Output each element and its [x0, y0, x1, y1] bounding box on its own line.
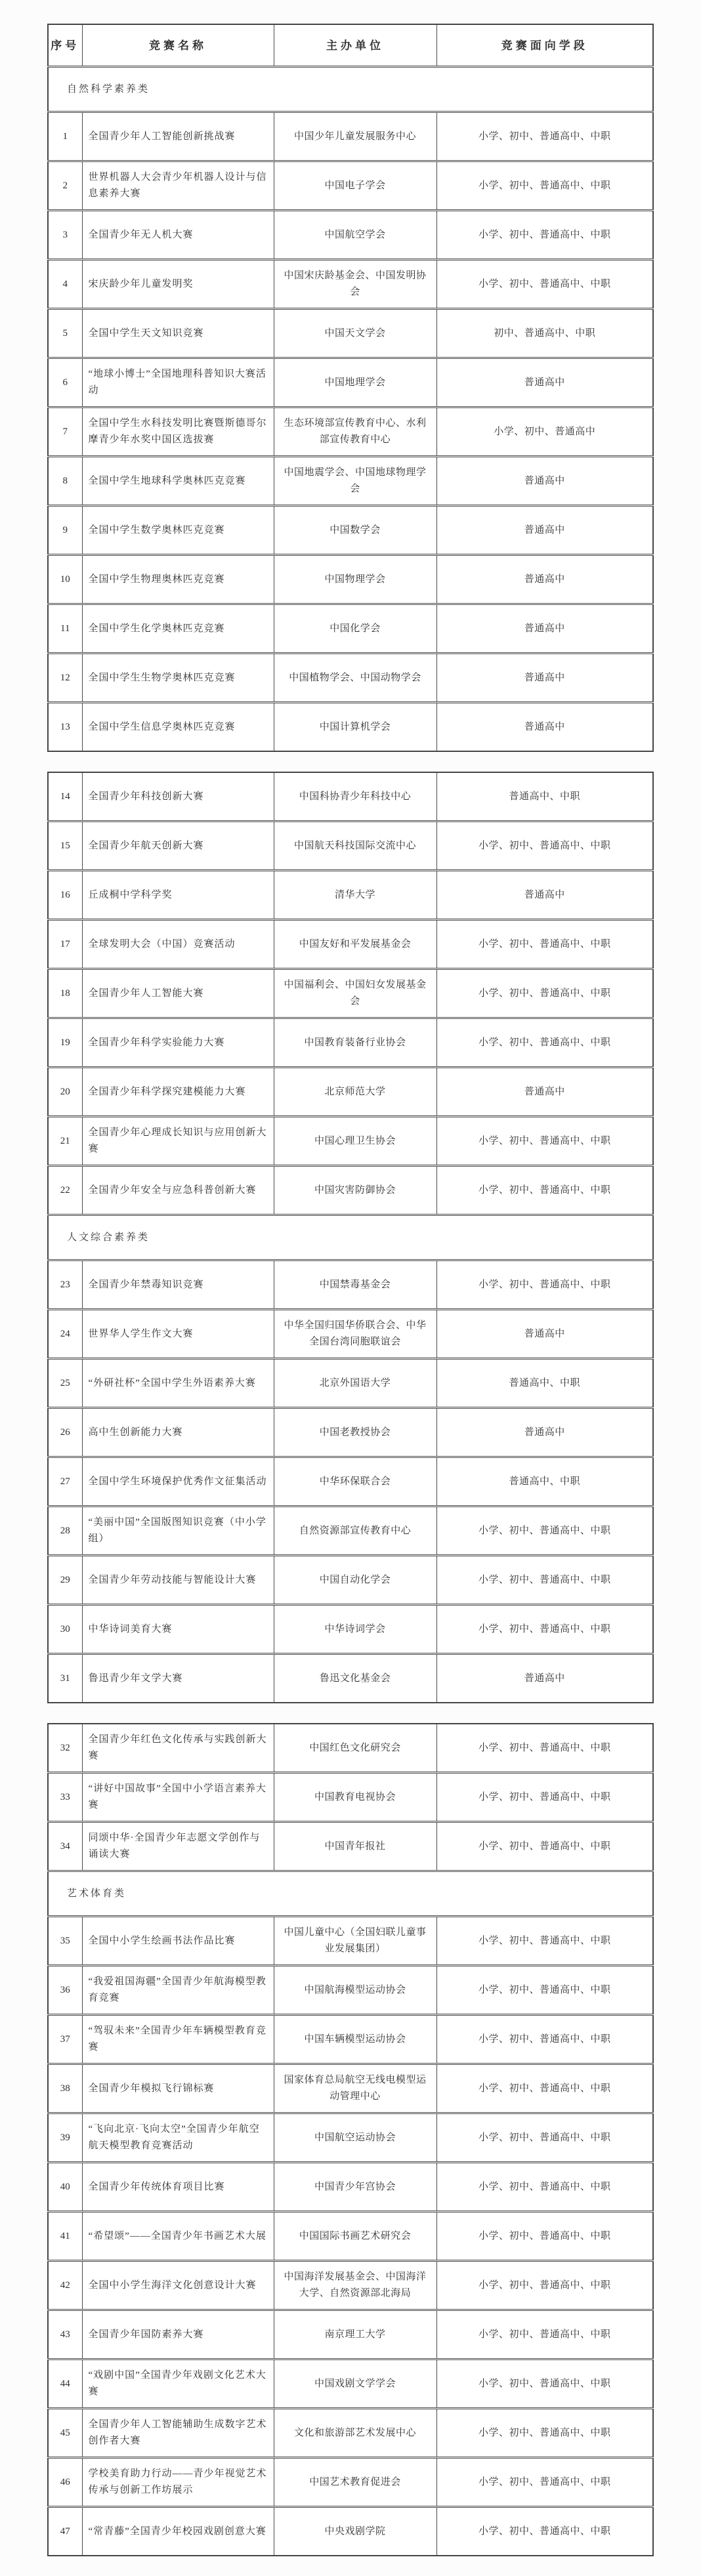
- target-stage: 小学、初中、普通高中、中职: [436, 2163, 653, 2212]
- header-cell-competition-name: 竞赛名称: [82, 24, 274, 67]
- table-row: [48, 1018, 653, 1068]
- organizer: 文化和旅游部艺术发展中心: [274, 2409, 436, 2458]
- organizer: 中华诗词学会: [274, 1605, 436, 1654]
- competition-name: 全国青少年劳动技能与智能设计大赛: [82, 1556, 274, 1605]
- row-number: 38: [48, 2064, 82, 2113]
- row-number: 18: [48, 969, 82, 1018]
- target-stage: 小学、初中、普通高中、中职: [436, 2507, 653, 2556]
- competition-name: 全国中小学生绘画书法作品比赛: [82, 1917, 274, 1966]
- table-row: [48, 1822, 653, 1871]
- table-row: [48, 969, 653, 1018]
- competition-name: 全国青少年人工智能辅助生成数字艺术创作者大赛: [82, 2409, 274, 2458]
- organizer: 中国海洋发展基金会、中国海洋大学、自然资源部北海局: [274, 2261, 436, 2310]
- target-stage: 普通高中、中职: [436, 1457, 653, 1506]
- organizer: 中国地理学会: [274, 358, 436, 407]
- target-stage: 小学、初中、普通高中、中职: [436, 1166, 653, 1215]
- organizer: 中国航天科技国际交流中心: [274, 821, 436, 871]
- organizer: 国家体育总局航空无线电模型运动管理中心: [274, 2064, 436, 2113]
- target-stage: 小学、初中、普通高中、中职: [436, 920, 653, 969]
- target-stage: 小学、初中、普通高中、中职: [436, 1917, 653, 1966]
- category-section-row: [48, 1871, 653, 1917]
- table-row: [48, 1605, 653, 1654]
- organizer: 中国老教授协会: [274, 1408, 436, 1457]
- table-row: [48, 604, 653, 654]
- competition-name: 全国青少年科技创新大赛: [82, 772, 274, 821]
- row-number: 42: [48, 2261, 82, 2310]
- organizer: 北京师范大学: [274, 1068, 436, 1117]
- competition-name: 全国中学生化学奥林匹克竞赛: [82, 604, 274, 654]
- row-number: 30: [48, 1605, 82, 1654]
- competition-name: 全国青少年人工智能大赛: [82, 969, 274, 1018]
- target-stage: 普通高中: [436, 703, 653, 752]
- row-number: 15: [48, 821, 82, 871]
- organizer: 中华全国归国华侨联合会、中华全国台湾同胞联谊会: [274, 1310, 436, 1359]
- table-row: [48, 1556, 653, 1605]
- target-stage: 普通高中: [436, 358, 653, 407]
- target-stage: 小学、初中、普通高中、中职: [436, 2064, 653, 2113]
- organizer: 清华大学: [274, 871, 436, 920]
- organizer: 中国宋庆龄基金会、中国发明协会: [274, 260, 436, 309]
- target-stage: 小学、初中、普通高中、中职: [436, 2212, 653, 2261]
- row-number: 3: [48, 211, 82, 260]
- row-number: 31: [48, 1654, 82, 1703]
- row-number: 12: [48, 654, 82, 703]
- organizer: 中国化学会: [274, 604, 436, 654]
- competition-name: “美丽中国”全国版图知识竞赛（中小学组）: [82, 1506, 274, 1556]
- competition-name: 全国青少年国防素养大赛: [82, 2310, 274, 2359]
- target-stage: 小学、初中、普通高中、中职: [436, 2310, 653, 2359]
- competition-name: 全国青少年心理成长知识与应用创新大赛: [82, 1117, 274, 1166]
- row-number: 20: [48, 1068, 82, 1117]
- organizer: 中国计算机学会: [274, 703, 436, 752]
- row-number: 8: [48, 457, 82, 506]
- competition-name: “飞向北京·飞向太空”全国青少年航空航天模型教育竞赛活动: [82, 2113, 274, 2163]
- target-stage: 普通高中: [436, 1310, 653, 1359]
- competition-name: 全国中学生地球科学奥林匹克竞赛: [82, 457, 274, 506]
- organizer: 中国戏剧文学学会: [274, 2359, 436, 2409]
- row-number: 41: [48, 2212, 82, 2261]
- organizer: 鲁迅文化基金会: [274, 1654, 436, 1703]
- table-blocks-container: [47, 24, 654, 2556]
- competition-name: “驾驭未来”全国青少年车辆模型教育竞赛: [82, 2015, 274, 2064]
- row-number: 26: [48, 1408, 82, 1457]
- target-stage: 小学、初中、普通高中、中职: [436, 2113, 653, 2163]
- organizer: 北京外国语大学: [274, 1359, 436, 1408]
- table-row: [48, 2015, 653, 2064]
- row-number: 35: [48, 1917, 82, 1966]
- target-stage: 普通高中、中职: [436, 772, 653, 821]
- table-row: [48, 821, 653, 871]
- organizer: 中国教育电视协会: [274, 1773, 436, 1822]
- table-row: [48, 2212, 653, 2261]
- target-stage: 普通高中、中职: [436, 1359, 653, 1408]
- header-cell-target-stage: 竞赛面向学段: [436, 24, 653, 67]
- competition-name: 高中生创新能力大赛: [82, 1408, 274, 1457]
- competition-name: “希望颂”——全国青少年书画艺术大展: [82, 2212, 274, 2261]
- organizer: 中国航空学会: [274, 211, 436, 260]
- target-stage: 小学、初中、普通高中、中职: [436, 969, 653, 1018]
- organizer: 中国儿童中心（全国妇联儿童事业发展集团）: [274, 1917, 436, 1966]
- organizer: 中国红色文化研究会: [274, 1724, 436, 1773]
- competition-name: 全国中学生信息学奥林匹克竞赛: [82, 703, 274, 752]
- table-row: [48, 506, 653, 555]
- row-number: 39: [48, 2113, 82, 2163]
- target-stage: 普通高中: [436, 457, 653, 506]
- organizer: 中国国际书画艺术研究会: [274, 2212, 436, 2261]
- target-stage: 小学、初中、普通高中、中职: [436, 821, 653, 871]
- header-cell-index: 序号: [48, 24, 82, 67]
- row-number: 14: [48, 772, 82, 821]
- table-row: [48, 1724, 653, 1773]
- target-stage: 小学、初中、普通高中、中职: [436, 1556, 653, 1605]
- organizer: 中央戏剧学院: [274, 2507, 436, 2556]
- table-row: [48, 2261, 653, 2310]
- target-stage: 小学、初中、普通高中、中职: [436, 1117, 653, 1166]
- competition-name: 全国青少年传统体育项目比赛: [82, 2163, 274, 2212]
- target-stage: 普通高中: [436, 1408, 653, 1457]
- organizer: 中国植物学会、中国动物学会: [274, 654, 436, 703]
- competition-name: 全国青少年航天创新大赛: [82, 821, 274, 871]
- target-stage: 普通高中: [436, 871, 653, 920]
- competition-name: 同颂中华·全国青少年志愿文学创作与诵读大赛: [82, 1822, 274, 1871]
- row-number: 11: [48, 604, 82, 654]
- row-number: 37: [48, 2015, 82, 2064]
- competition-name: 全国中学生水科技发明比赛暨斯德哥尔摩青少年水奖中国区选拔赛: [82, 407, 274, 457]
- row-number: 24: [48, 1310, 82, 1359]
- competition-name: 全国中学生环境保护优秀作文征集活动: [82, 1457, 274, 1506]
- table-row: [48, 457, 653, 506]
- organizer: 中国青少年宫协会: [274, 2163, 436, 2212]
- organizer: 中国艺术教育促进会: [274, 2458, 436, 2507]
- target-stage: 小学、初中、普通高中: [436, 407, 653, 457]
- target-stage: 小学、初中、普通高中、中职: [436, 2409, 653, 2458]
- row-number: 10: [48, 555, 82, 604]
- row-number: 34: [48, 1822, 82, 1871]
- row-number: 16: [48, 871, 82, 920]
- table-row: [48, 260, 653, 309]
- table-row: [48, 920, 653, 969]
- organizer: 中国友好和平发展基金会: [274, 920, 436, 969]
- header-cell-organizer: 主办单位: [274, 24, 436, 67]
- competition-name: “地球小博士”全国地理科普知识大赛活动: [82, 358, 274, 407]
- competition-table-block: [47, 1723, 654, 2556]
- target-stage: 初中、普通高中、中职: [436, 309, 653, 358]
- table-row: [48, 407, 653, 457]
- row-number: 6: [48, 358, 82, 407]
- table-row: [48, 2163, 653, 2212]
- row-number: 22: [48, 1166, 82, 1215]
- target-stage: 普通高中: [436, 654, 653, 703]
- target-stage: 小学、初中、普通高中、中职: [436, 1018, 653, 1068]
- competition-name: 鲁迅青少年文学大赛: [82, 1654, 274, 1703]
- table-row: [48, 309, 653, 358]
- table-row: [48, 2064, 653, 2113]
- table-row: [48, 2359, 653, 2409]
- competition-name: “常青藤”全国青少年校园戏剧创意大赛: [82, 2507, 274, 2556]
- target-stage: 小学、初中、普通高中、中职: [436, 1822, 653, 1871]
- competition-name: 全国中小学生海洋文化创意设计大赛: [82, 2261, 274, 2310]
- competition-name: 中华诗词美育大赛: [82, 1605, 274, 1654]
- competition-name: 全国中学生天文知识竞赛: [82, 309, 274, 358]
- organizer: 中国福利会、中国妇女发展基金会: [274, 969, 436, 1018]
- row-number: 28: [48, 1506, 82, 1556]
- competition-name: 全球发明大会（中国）竞赛活动: [82, 920, 274, 969]
- table-row: [48, 1166, 653, 1215]
- organizer: 南京理工大学: [274, 2310, 436, 2359]
- table-row: [48, 2507, 653, 2556]
- category-section-label: 自然科学素养类: [48, 67, 653, 112]
- row-number: 5: [48, 309, 82, 358]
- organizer: 自然资源部宣传教育中心: [274, 1506, 436, 1556]
- row-number: 27: [48, 1457, 82, 1506]
- table-row: [48, 1117, 653, 1166]
- row-number: 7: [48, 407, 82, 457]
- competition-name: 丘成桐中学科学奖: [82, 871, 274, 920]
- row-number: 17: [48, 920, 82, 969]
- organizer: 中国车辆模型运动协会: [274, 2015, 436, 2064]
- row-number: 40: [48, 2163, 82, 2212]
- table-row: [48, 1654, 653, 1703]
- table-row: [48, 1966, 653, 2015]
- organizer: 中国天文学会: [274, 309, 436, 358]
- competition-name: “我爱祖国海疆”全国青少年航海模型教育竞赛: [82, 1966, 274, 2015]
- category-section-label: 艺术体育类: [48, 1871, 653, 1917]
- target-stage: 小学、初中、普通高中、中职: [436, 2015, 653, 2064]
- competition-name: “外研社杯”全国中学生外语素养大赛: [82, 1359, 274, 1408]
- table-header-row: [48, 24, 653, 67]
- table-row: [48, 1260, 653, 1310]
- row-number: 4: [48, 260, 82, 309]
- table-row: [48, 1310, 653, 1359]
- target-stage: 普通高中: [436, 506, 653, 555]
- organizer: 中国禁毒基金会: [274, 1260, 436, 1310]
- competition-name: 世界机器人大会青少年机器人设计与信息素养大赛: [82, 161, 274, 211]
- competition-name: 全国青少年科学探究建模能力大赛: [82, 1068, 274, 1117]
- table-row: [48, 2409, 653, 2458]
- row-number: 43: [48, 2310, 82, 2359]
- target-stage: 小学、初中、普通高中、中职: [436, 260, 653, 309]
- organizer: 中国教育装备行业协会: [274, 1018, 436, 1068]
- row-number: 44: [48, 2359, 82, 2409]
- table-row: [48, 211, 653, 260]
- competition-name: 全国中学生物理奥林匹克竞赛: [82, 555, 274, 604]
- row-number: 36: [48, 1966, 82, 2015]
- competition-name: “讲好中国故事”全国中小学语言素养大赛: [82, 1773, 274, 1822]
- table-row: [48, 1408, 653, 1457]
- target-stage: 小学、初中、普通高中、中职: [436, 1506, 653, 1556]
- competition-name: 全国青少年红色文化传承与实践创新大赛: [82, 1724, 274, 1773]
- row-number: 32: [48, 1724, 82, 1773]
- organizer: 中国青年报社: [274, 1822, 436, 1871]
- organizer: 中国电子学会: [274, 161, 436, 211]
- competition-name: 全国中学生生物学奥林匹克竞赛: [82, 654, 274, 703]
- target-stage: 小学、初中、普通高中、中职: [436, 112, 653, 161]
- competition-name: 全国青少年禁毒知识竞赛: [82, 1260, 274, 1310]
- target-stage: 小学、初中、普通高中、中职: [436, 211, 653, 260]
- target-stage: 小学、初中、普通高中、中职: [436, 1966, 653, 2015]
- row-number: 25: [48, 1359, 82, 1408]
- row-number: 9: [48, 506, 82, 555]
- organizer: 中国地震学会、中国地球物理学会: [274, 457, 436, 506]
- organizer: 中国自动化学会: [274, 1556, 436, 1605]
- category-section-row: [48, 1215, 653, 1260]
- table-row: [48, 358, 653, 407]
- target-stage: 小学、初中、普通高中、中职: [436, 2261, 653, 2310]
- row-number: 21: [48, 1117, 82, 1166]
- organizer: 中国灾害防御协会: [274, 1166, 436, 1215]
- competition-name: 学校美育助力行动——青少年视觉艺术传承与创新工作坊展示: [82, 2458, 274, 2507]
- target-stage: 普通高中: [436, 1654, 653, 1703]
- table-row: [48, 772, 653, 821]
- table-row: [48, 1359, 653, 1408]
- organizer: 中国科协青少年科技中心: [274, 772, 436, 821]
- organizer: 中国心理卫生协会: [274, 1117, 436, 1166]
- row-number: 45: [48, 2409, 82, 2458]
- organizer: 中国少年儿童发展服务中心: [274, 112, 436, 161]
- table-row: [48, 1773, 653, 1822]
- organizer: 中国航海模型运动协会: [274, 1966, 436, 2015]
- competition-table-block: [47, 24, 654, 752]
- table-row: [48, 1068, 653, 1117]
- table-row: [48, 2458, 653, 2507]
- target-stage: 小学、初中、普通高中、中职: [436, 1260, 653, 1310]
- organizer: 中华环保联合会: [274, 1457, 436, 1506]
- competition-name: 全国青少年科学实验能力大赛: [82, 1018, 274, 1068]
- target-stage: 小学、初中、普通高中、中职: [436, 2458, 653, 2507]
- table-row: [48, 654, 653, 703]
- competition-list-document: [47, 24, 654, 2556]
- competition-name: 全国青少年安全与应急科普创新大赛: [82, 1166, 274, 1215]
- target-stage: 小学、初中、普通高中、中职: [436, 1773, 653, 1822]
- organizer: 生态环境部宣传教育中心、水利部宣传教育中心: [274, 407, 436, 457]
- organizer: 中国物理学会: [274, 555, 436, 604]
- table-row: [48, 555, 653, 604]
- organizer: 中国数学会: [274, 506, 436, 555]
- row-number: 23: [48, 1260, 82, 1310]
- row-number: 1: [48, 112, 82, 161]
- target-stage: 小学、初中、普通高中、中职: [436, 161, 653, 211]
- target-stage: 普通高中: [436, 604, 653, 654]
- competition-name: 全国青少年模拟飞行锦标赛: [82, 2064, 274, 2113]
- competition-name: 世界华人学生作文大赛: [82, 1310, 274, 1359]
- row-number: 19: [48, 1018, 82, 1068]
- competition-name: 宋庆龄少年儿童发明奖: [82, 260, 274, 309]
- table-row: [48, 161, 653, 211]
- table-row: [48, 1457, 653, 1506]
- competition-table-block: [47, 772, 654, 1703]
- table-row: [48, 2310, 653, 2359]
- organizer: 中国航空运动协会: [274, 2113, 436, 2163]
- competition-name: 全国中学生数学奥林匹克竞赛: [82, 506, 274, 555]
- table-row: [48, 1917, 653, 1966]
- row-number: 47: [48, 2507, 82, 2556]
- row-number: 2: [48, 161, 82, 211]
- table-row: [48, 112, 653, 161]
- category-section-label: 人文综合素养类: [48, 1215, 653, 1260]
- table-row: [48, 1506, 653, 1556]
- target-stage: 小学、初中、普通高中、中职: [436, 2359, 653, 2409]
- competition-name: 全国青少年无人机大赛: [82, 211, 274, 260]
- row-number: 33: [48, 1773, 82, 1822]
- table-row: [48, 2113, 653, 2163]
- row-number: 46: [48, 2458, 82, 2507]
- target-stage: 普通高中: [436, 555, 653, 604]
- target-stage: 小学、初中、普通高中、中职: [436, 1605, 653, 1654]
- table-row: [48, 871, 653, 920]
- competition-name: “戏剧中国”全国青少年戏剧文化艺术大赛: [82, 2359, 274, 2409]
- competition-name: 全国青少年人工智能创新挑战赛: [82, 112, 274, 161]
- row-number: 13: [48, 703, 82, 752]
- table-row: [48, 703, 653, 752]
- row-number: 29: [48, 1556, 82, 1605]
- target-stage: 普通高中: [436, 1068, 653, 1117]
- target-stage: 小学、初中、普通高中、中职: [436, 1724, 653, 1773]
- category-section-row: [48, 67, 653, 112]
